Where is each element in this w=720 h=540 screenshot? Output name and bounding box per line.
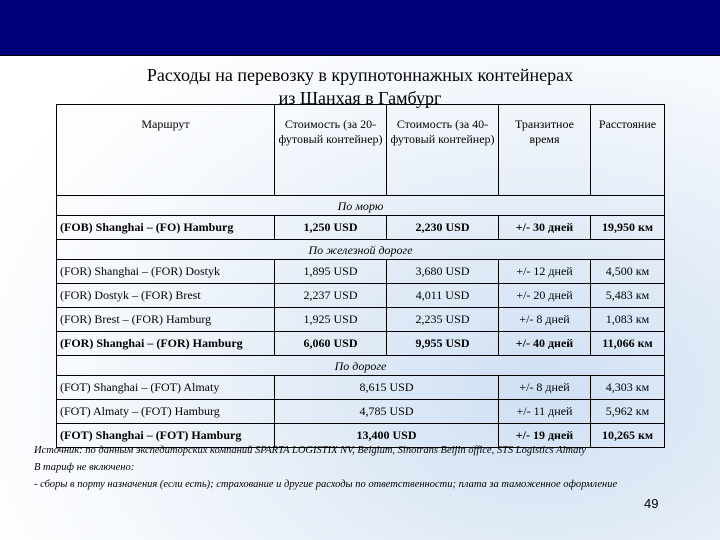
section-label: По дороге (57, 356, 665, 376)
cell-route: (FOT) Almaty – (FOT) Hamburg (57, 400, 275, 424)
cell-route: (FOT) Shanghai – (FOT) Almaty (57, 376, 275, 400)
cell-cost: 8,615 USD (275, 376, 499, 400)
section-label: По морю (57, 196, 665, 216)
cell-distance: 19,950 км (591, 216, 665, 240)
source-note: Источник: по данным экспедиторских компаний SPARTA LOGISTIX NV, Belgium, Sinotrans Beijin office, STS Logistics Almaty (34, 445, 586, 456)
table-row (57, 284, 665, 308)
cell-route: (FOT) Shanghai – (FOT) Hamburg (57, 424, 275, 448)
cell-distance: 11,066 км (591, 332, 665, 356)
title-line-1: Расходы на перевозку в крупнотоннажных контейнерах (146, 65, 574, 85)
cell-transit: +/- 8 дней (499, 308, 591, 332)
table-row (57, 308, 665, 332)
cell-cost40: 2,230 USD (387, 216, 499, 240)
header-distance: Расстояние (591, 105, 665, 196)
cell-route: (FOR) Dostyk – (FOR) Brest (57, 284, 275, 308)
cell-transit: +/- 30 дней (499, 216, 591, 240)
cell-transit: +/- 19 дней (499, 424, 591, 448)
cell-distance: 1,083 км (591, 308, 665, 332)
cell-cost20: 1,925 USD (275, 308, 387, 332)
table-row (57, 332, 665, 356)
header-row (57, 105, 665, 196)
cell-distance: 10,265 км (591, 424, 665, 448)
header-cost40: Стоимость (за 40-футовый контейнер) (387, 105, 499, 196)
cell-cost40: 3,680 USD (387, 260, 499, 284)
cell-cost40: 2,235 USD (387, 308, 499, 332)
cell-distance: 5,962 км (591, 400, 665, 424)
cell-cost20: 6,060 USD (275, 332, 387, 356)
table-row (57, 376, 665, 400)
section-rail (57, 240, 665, 260)
footnotes (34, 442, 714, 493)
cell-transit: +/- 20 дней (499, 284, 591, 308)
cell-cost20: 2,237 USD (275, 284, 387, 308)
cell-transit: +/- 8 дней (499, 376, 591, 400)
cell-transit: +/- 12 дней (499, 260, 591, 284)
not-included-note: В тариф не включено: (34, 462, 135, 473)
section-road (57, 356, 665, 376)
cell-cost20: 1,895 USD (275, 260, 387, 284)
cell-route: (FOR) Brest – (FOR) Hamburg (57, 308, 275, 332)
header-cost20: Стоимость (за 20-футовый контейнер) (275, 105, 387, 196)
cell-cost40: 9,955 USD (387, 332, 499, 356)
header-route: Маршрут (57, 105, 275, 196)
table-row (57, 400, 665, 424)
cell-cost: 13,400 USD (275, 424, 499, 448)
cell-distance: 4,500 км (591, 260, 665, 284)
cell-route: (FOB) Shanghai – (FO) Hamburg (57, 216, 275, 240)
cell-cost20: 1,250 USD (275, 216, 387, 240)
shipping-cost-table (56, 104, 665, 448)
title-line-2: из Шанхая в Гамбург (278, 88, 442, 108)
table-row (57, 216, 665, 240)
section-sea (57, 196, 665, 216)
exclusions-note: - сборы в порту назначения (если есть); страхование и другие расходы по ответственности; плата за таможенное оформление (34, 479, 618, 490)
cell-cost40: 4,011 USD (387, 284, 499, 308)
cell-transit: +/- 40 дней (499, 332, 591, 356)
cell-transit: +/- 11 дней (499, 400, 591, 424)
page-number: 49 (644, 496, 659, 511)
title-bar (0, 0, 720, 56)
cell-route: (FOR) Shanghai – (FOR) Dostyk (57, 260, 275, 284)
cell-distance: 5,483 км (591, 284, 665, 308)
section-label: По железной дороге (57, 240, 665, 260)
cell-distance: 4,303 км (591, 376, 665, 400)
table-row (57, 260, 665, 284)
cell-cost: 4,785 USD (275, 400, 499, 424)
cell-route: (FOR) Shanghai – (FOR) Hamburg (57, 332, 275, 356)
header-transit: Транзитное время (499, 105, 591, 196)
